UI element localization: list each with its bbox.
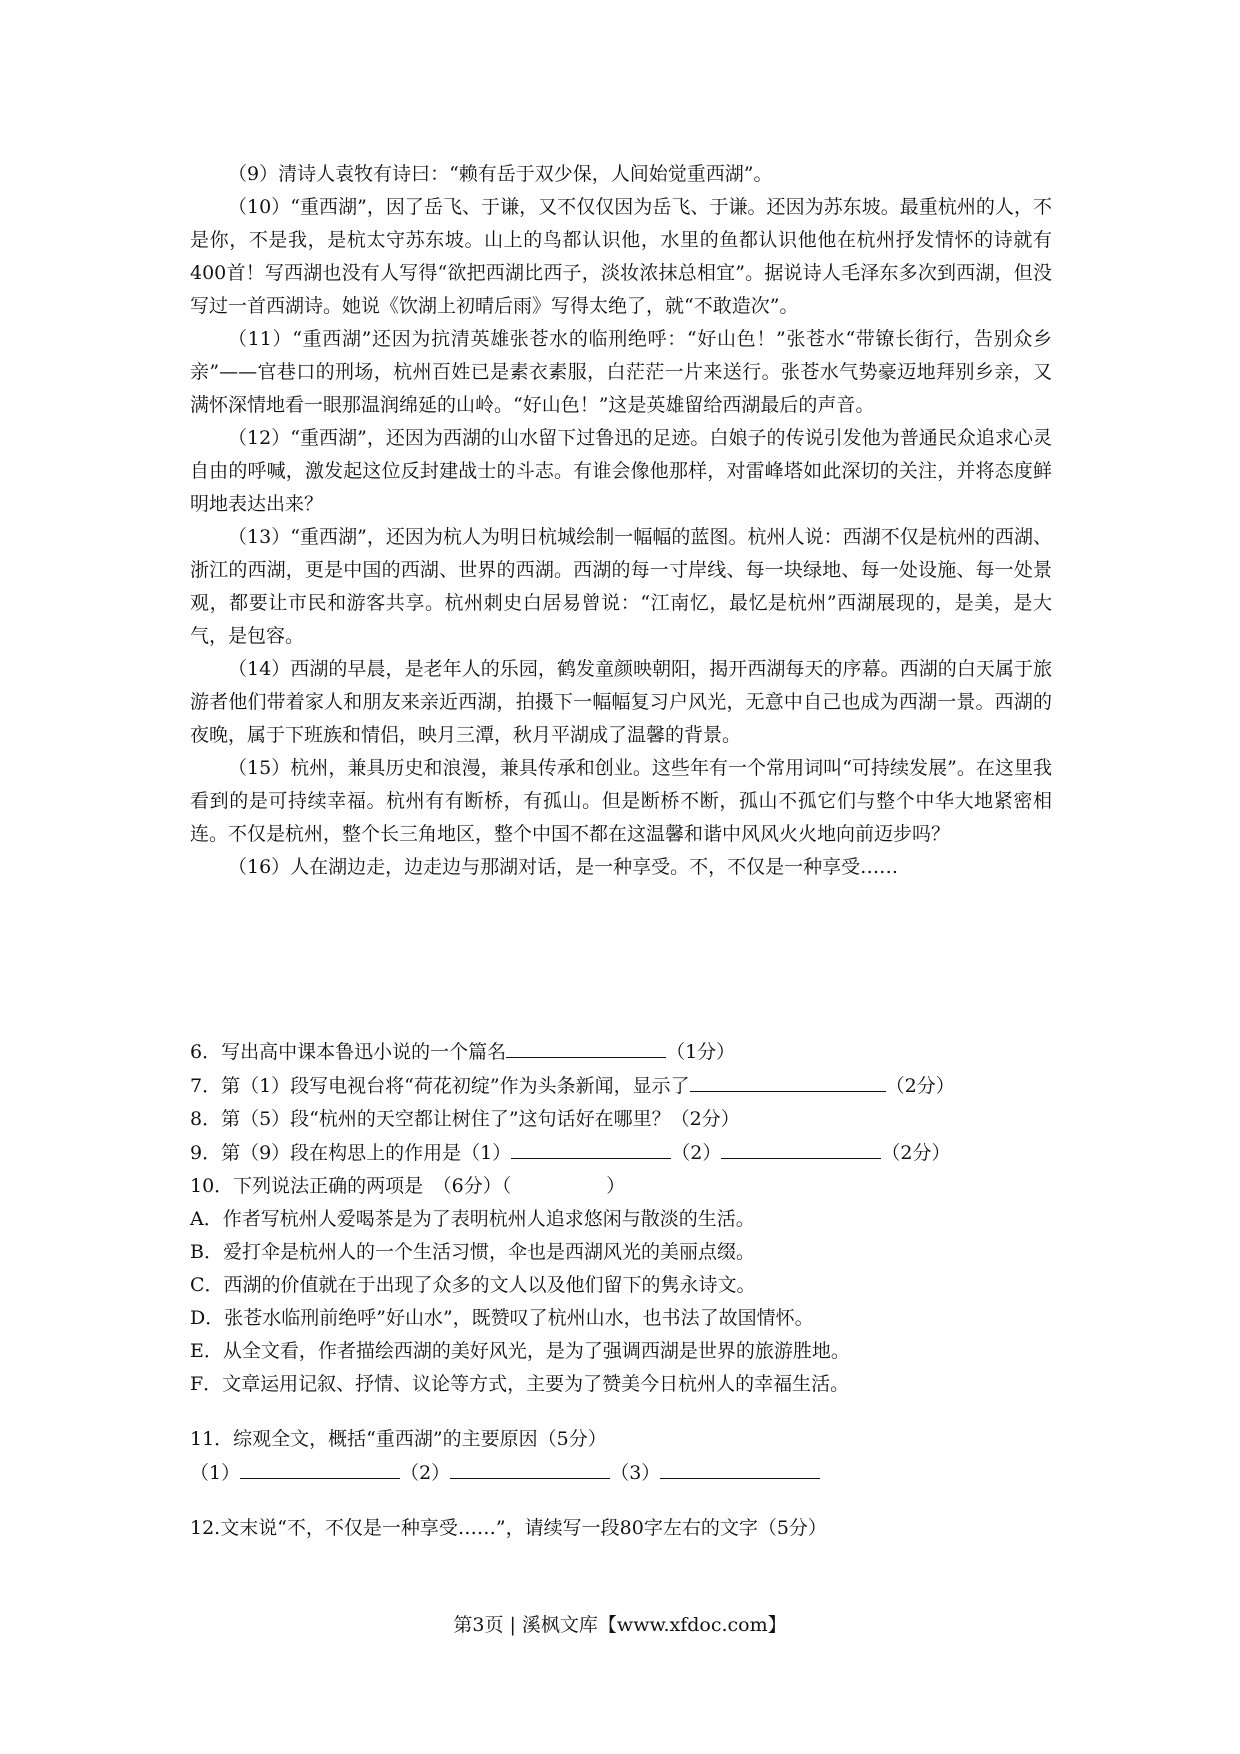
answer-blank-11-1[interactable]: [240, 1456, 400, 1479]
option-a: A．作者写杭州人爱喝茶是为了表明杭州人追求悠闲与散淡的生活。: [190, 1208, 755, 1230]
question-9-text: 9．第（9）段在构思上的作用是（1）: [190, 1142, 512, 1164]
paragraph-12: （12）“重西湖”，还因为西湖的山水留下过鲁迅的足迹。白娘子的传说引发他为普通民众追求心灵自由的呼喊，激发起这位反封建战士的斗志。有谁会像他那样，对雷峰塔如此深切的关注，并将态度鲜明地表达出来？: [190, 427, 1052, 515]
paragraph-15: （15）杭州，兼具历史和浪漫，兼具传承和创业。这些年有一个常用词叫“可持续发展”。在这里我看到的是可持续幸福。杭州有有断桥，有孤山。但是断桥不断，孤山不孤它们与整个中华大地紧密相连。不仅是杭州，整个长三角地区，整个中国不都在这温馨和谐中风风火火地向前迈步吗？: [190, 757, 1052, 845]
question-12: 12.文末说“不，不仅是一种享受……”，请续写一段80字左右的文字（5分）: [190, 1517, 827, 1539]
option-c: C．西湖的价值就在于出现了众多的文人以及他们留下的隽永诗文。: [190, 1274, 756, 1296]
answer-blank-9-1[interactable]: [511, 1136, 671, 1159]
paragraph-14: （14）西湖的早晨，是老年人的乐园，鹤发童颜映朝阳，揭开西湖每天的序幕。西湖的白天属于旅游者他们带着家人和朋友来亲近西湖，拍摄下一幅幅复习户风光，无意中自己也成为西湖一景。西湖的夜晚，属于下班族和情侣，映月三潭，秋月平湖成了温馨的背景。: [190, 658, 1052, 746]
question-11-part-2: （2）: [400, 1462, 451, 1484]
paragraph-13: （13）“重西湖”，还因为杭人为明日杭城绘制一幅幅的蓝图。杭州人说：西湖不仅是杭州的西湖、浙江的西湖，更是中国的西湖、世界的西湖。西湖的每一寸岸线、每一块绿地、每一处设施、每一处景观，都要让市民和游客共享。杭州刺史白居易曾说：“江南忆，最忆是杭州”西湖展现的，是美，是大气，是包容。: [190, 526, 1052, 647]
option-f: F．文章运用记叙、抒情、议论等方式，主要为了赞美今日杭州人的幸福生活。: [190, 1373, 850, 1395]
question-10: 10．下列说法正确的两项是 （6分）（ ）: [190, 1175, 626, 1197]
question-7-score: （2分）: [885, 1075, 955, 1097]
question-6: [190, 1035, 1052, 1069]
question-6-score: （1分）: [666, 1041, 736, 1063]
question-section: [190, 1035, 1052, 1545]
answer-blank-11-2[interactable]: [450, 1456, 610, 1479]
answer-blank-6[interactable]: [506, 1035, 666, 1058]
option-d: D．张苍水临刑前绝呼”好山水”，既赞叹了杭州山水，也书法了故国情怀。: [190, 1307, 814, 1329]
question-7-text: 7．第（1）段写电视台将“荷花初绽”作为头条新闻，显示了: [190, 1075, 690, 1097]
answer-blank-7[interactable]: [690, 1069, 886, 1092]
answer-blank-9-2[interactable]: [721, 1136, 881, 1159]
question-11-part-1: （1）: [190, 1462, 241, 1484]
question-9: [190, 1136, 1052, 1170]
question-7: [190, 1069, 1052, 1103]
question-11-part-3: （3）: [610, 1462, 661, 1484]
paragraph-9: （9）清诗人袁牧有诗曰：“赖有岳于双少保，人间始觉重西湖”。: [228, 163, 773, 185]
option-e: E．从全文看，作者描绘西湖的美好风光，是为了强调西湖是世界的旅游胜地。: [190, 1340, 850, 1362]
answer-blank-11-3[interactable]: [660, 1456, 820, 1479]
option-b: B．爱打伞是杭州人的一个生活习惯，伞也是西湖风光的美丽点缀。: [190, 1241, 755, 1263]
page-footer: 第3页 | 溪枫文库【www.xfdoc.com】: [453, 1614, 787, 1636]
question-8: 8．第（5）段“杭州的天空都让树住了”这句话好在哪里？（2分）: [190, 1108, 740, 1130]
paragraph-10: （10）“重西湖”，因了岳飞、于谦，又不仅仅因为岳飞、于谦。还因为苏东坡。最重杭州的人，不是你，不是我，是杭太守苏东坡。山上的鸟都认识他，水里的鱼都认识他他在杭州抒发情怀的诗就有400首！写西湖也没有人写得“欲把西湖比西子，淡妆浓抹总相宜”。据说诗人毛泽东多次到西湖，但没写过一首西湖诗。她说《饮湖上初晴后雨》写得太绝了，就“不敢造次”。: [190, 196, 1052, 317]
question-6-text: 6．写出高中课本鲁迅小说的一个篇名: [190, 1041, 507, 1063]
question-11-blanks: [190, 1456, 1052, 1490]
question-11: 11．综观全文，概括“重西湖”的主要原因（5分）: [190, 1428, 607, 1450]
question-9-score: （2分）: [881, 1142, 951, 1164]
paragraph-16: （16）人在湖边走，边走边与那湖对话，是一种享受。不，不仅是一种享受……: [228, 856, 899, 878]
paragraph-11: （11）“重西湖”还因为抗清英雄张苍水的临刑绝呼：“好山色！”张苍水“带镣长街行，告别众乡亲”——官巷口的刑场，杭州百姓已是素衣素服，白茫茫一片来送行。张苍水气势豪迈地拜别乡亲，又满怀深情地看一眼那温润绵延的山岭。“好山色！”这是英雄留给西湖最后的声音。: [190, 328, 1052, 416]
question-9-mid: （2）: [671, 1142, 722, 1164]
reading-passage: [190, 158, 1052, 884]
